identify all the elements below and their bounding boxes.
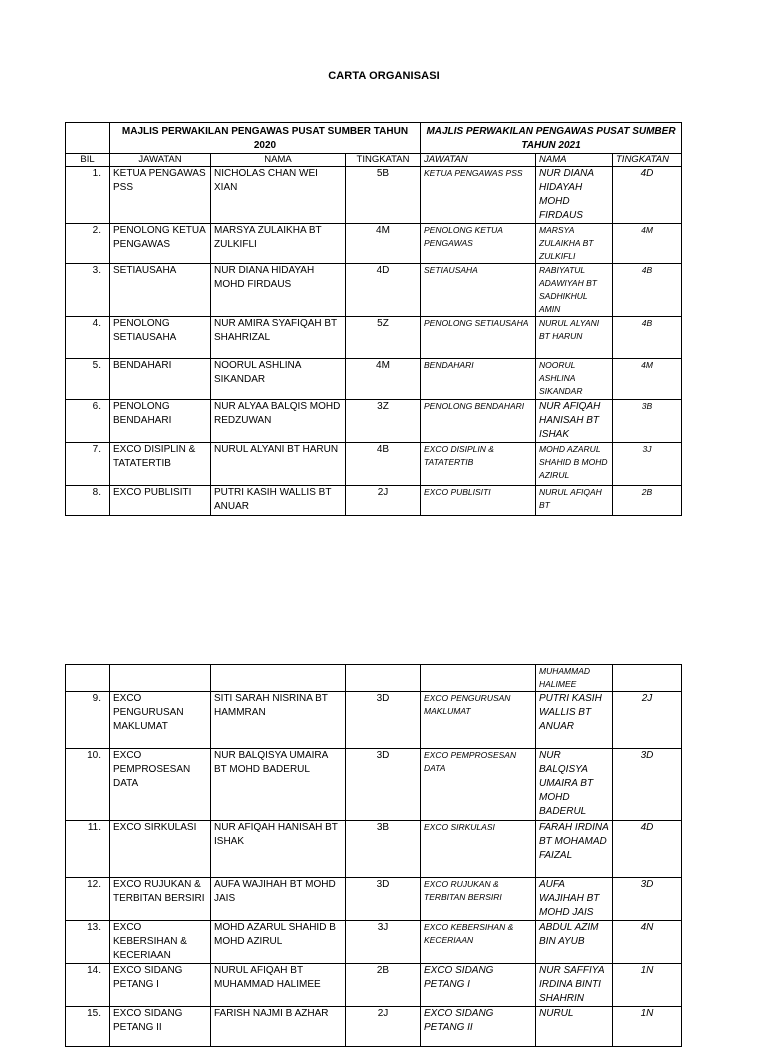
jawatan-2020-cell: EXCO KEBERSIHAN & KECERIAAN [110, 921, 211, 964]
tingkatan-2021-cell: 1N [613, 1007, 682, 1047]
jawatan-2021-cell: EXCO KEBERSIHAN & KECERIAAN [421, 921, 536, 964]
nama-2021-cell: NUR SAFFIYA IRDINA BINTI SHAHRIN [536, 964, 613, 1007]
table-row [66, 443, 682, 486]
tingkatan-2021-cell: 3D [613, 749, 682, 821]
nama-2021-cell: NOORUL ASHLINA SIKANDAR [536, 359, 613, 400]
table-row [66, 317, 682, 359]
jawatan-2021-cell: PENOLONG BENDAHARI [421, 400, 536, 443]
table-row [66, 921, 682, 964]
tingkatan-2021-cell: 3B [613, 400, 682, 443]
nama-2020-cell: NOORUL ASHLINA SIKANDAR [211, 359, 346, 400]
table-row [66, 400, 682, 443]
empty-cell [66, 665, 110, 692]
tingkatan-2021-cell: 3J [613, 443, 682, 486]
nama-2020-cell: NUR ALYAA BALQIS MOHD REDZUWAN [211, 400, 346, 443]
table-row [66, 167, 682, 224]
jawatan-2021-cell: EXCO SIRKULASI [421, 821, 536, 878]
table-row [66, 878, 682, 921]
jawatan-2021-cell: EXCO DISIPLIN & TATATERTIB [421, 443, 536, 486]
jawatan-2021-cell: EXCO RUJUKAN & TERBITAN BERSIRI [421, 878, 536, 921]
title-row [66, 123, 682, 154]
bil-cell: 2. [66, 224, 110, 264]
nama-2020-cell: AUFA WAJIHAH BT MOHD JAIS [211, 878, 346, 921]
jawatan-2021-cell: SETIAUSAHA [421, 264, 536, 317]
bil-cell: 14. [66, 964, 110, 1007]
nama-2021-cell: MARSYA ZULAIKHA BT ZULKIFLI [536, 224, 613, 264]
table-row [66, 749, 682, 821]
jawatan-2020-cell: EXCO RUJUKAN & TERBITAN BERSIRI [110, 878, 211, 921]
bil-cell: 1. [66, 167, 110, 224]
jawatan-2020-cell: EXCO PUBLISITI [110, 486, 211, 516]
nama-2020-cell: NICHOLAS CHAN WEI XIAN [211, 167, 346, 224]
tingkatan-2021-cell: 4N [613, 921, 682, 964]
tingkatan-2020-cell: 3D [346, 692, 421, 749]
bil-cell: 11. [66, 821, 110, 878]
col-jawatan-2021: JAWATAN [421, 154, 536, 167]
bil-cell: 8. [66, 486, 110, 516]
table-row [66, 359, 682, 400]
tingkatan-2020-cell: 2B [346, 964, 421, 1007]
nama-2020-cell: MARSYA ZULAIKHA BT ZULKIFLI [211, 224, 346, 264]
jawatan-2020-cell: EXCO SIDANG PETANG II [110, 1007, 211, 1047]
tingkatan-2020-cell: 3Z [346, 400, 421, 443]
col-nama-2020: NAMA [211, 154, 346, 167]
jawatan-2021-cell: EXCO PEMPROSESAN DATA [421, 749, 536, 821]
tingkatan-2020-cell: 2J [346, 1007, 421, 1047]
bil-cell: 3. [66, 264, 110, 317]
nama-2020-cell: NUR AFIQAH HANISAH BT ISHAK [211, 821, 346, 878]
nama-2020-cell: NURUL AFIQAH BT MUHAMMAD HALIMEE [211, 964, 346, 1007]
col-nama-2021: NAMA [536, 154, 613, 167]
bil-cell: 10. [66, 749, 110, 821]
nama-2021-cell: NUR AFIQAH HANISAH BT ISHAK [536, 400, 613, 443]
nama-2020-cell: NURUL ALYANI BT HARUN [211, 443, 346, 486]
nama-2021-cell: AUFA WAJIHAH BT MOHD JAIS [536, 878, 613, 921]
jawatan-2021-cell: PENOLONG KETUA PENGAWAS [421, 224, 536, 264]
jawatan-2020-cell: PENOLONG BENDAHARI [110, 400, 211, 443]
jawatan-2021-cell: EXCO PENGURUSAN MAKLUMAT [421, 692, 536, 749]
tingkatan-2020-cell: 5Z [346, 317, 421, 359]
jawatan-2020-cell: KETUA PENGAWAS PSS [110, 167, 211, 224]
jawatan-2021-cell: EXCO SIDANG PETANG II [421, 1007, 536, 1047]
tingkatan-2020-cell: 5B [346, 167, 421, 224]
tingkatan-2020-cell: 4M [346, 224, 421, 264]
tingkatan-2021-cell: 3D [613, 878, 682, 921]
col-tingkatan-2020: TINGKATAN [346, 154, 421, 167]
empty-cell [110, 665, 211, 692]
tingkatan-2020-cell: 3D [346, 878, 421, 921]
table-row [66, 964, 682, 1007]
jawatan-2020-cell: EXCO PEMPROSESAN DATA [110, 749, 211, 821]
tingkatan-2021-cell: 4B [613, 317, 682, 359]
table-row [66, 264, 682, 317]
tingkatan-2020-cell: 3J [346, 921, 421, 964]
jawatan-2020-cell: EXCO DISIPLIN & TATATERTIB [110, 443, 211, 486]
nama-2020-cell: FARISH NAJMI B AZHAR [211, 1007, 346, 1047]
nama-2021-cell: PUTRI KASIH WALLIS BT ANUAR [536, 692, 613, 749]
jawatan-2020-cell: SETIAUSAHA [110, 264, 211, 317]
nama-2021-cell: NUR BALQISYA UMAIRA BT MOHD BADERUL [536, 749, 613, 821]
jawatan-2020-cell: EXCO SIDANG PETANG I [110, 964, 211, 1007]
jawatan-2021-cell: BENDAHARI [421, 359, 536, 400]
jawatan-2020-cell: PENOLONG KETUA PENGAWAS [110, 224, 211, 264]
empty-cell [211, 665, 346, 692]
tingkatan-2021-cell: 4D [613, 167, 682, 224]
tingkatan-2021-cell: 4M [613, 224, 682, 264]
jawatan-2020-cell: PENOLONG SETIAUSAHA [110, 317, 211, 359]
bil-cell: 7. [66, 443, 110, 486]
nama-2020-cell: SITI SARAH NISRINA BT HAMMRAN [211, 692, 346, 749]
tingkatan-2020-cell: 3B [346, 821, 421, 878]
bil-cell: 5. [66, 359, 110, 400]
jawatan-2021-cell: KETUA PENGAWAS PSS [421, 167, 536, 224]
jawatan-2021-cell: EXCO PUBLISITI [421, 486, 536, 516]
tingkatan-2021-cell: 4M [613, 359, 682, 400]
nama-2020-cell: NUR DIANA HIDAYAH MOHD FIRDAUS [211, 264, 346, 317]
tingkatan-2020-cell: 4D [346, 264, 421, 317]
nama-2021-cell: NURUL AFIQAH BT [536, 486, 613, 516]
jawatan-2020-cell: BENDAHARI [110, 359, 211, 400]
continuation-row [66, 665, 682, 692]
jawatan-2021-cell: EXCO SIDANG PETANG I [421, 964, 536, 1007]
tingkatan-2021-cell: 2B [613, 486, 682, 516]
header-2020: MAJLIS PERWAKILAN PENGAWAS PUSAT SUMBER TAHUN 2020 [110, 123, 421, 154]
tingkatan-2020-cell: 2J [346, 486, 421, 516]
col-tingkatan-2021: TINGKATAN [613, 154, 682, 167]
nama-2020-cell: NUR AMIRA SYAFIQAH BT SHAHRIZAL [211, 317, 346, 359]
nama-2020-cell: PUTRI KASIH WALLIS BT ANUAR [211, 486, 346, 516]
page-title: CARTA ORGANISASI [328, 70, 440, 82]
table-row [66, 692, 682, 749]
header-2021: MAJLIS PERWAKILAN PENGAWAS PUSAT SUMBER TAHUN 2021 [421, 123, 682, 154]
empty-cell [613, 665, 682, 692]
tingkatan-2020-cell: 4M [346, 359, 421, 400]
bil-cell: 9. [66, 692, 110, 749]
nama-2021-cell: FARAH IRDINA BT MOHAMAD FAIZAL [536, 821, 613, 878]
tingkatan-2021-cell: 1N [613, 964, 682, 1007]
bil-cell: 6. [66, 400, 110, 443]
table-row [66, 224, 682, 264]
nama-2021-cell: NURUL [536, 1007, 613, 1047]
tingkatan-2020-cell: 4B [346, 443, 421, 486]
table-row [66, 486, 682, 516]
nama-2021-cell: MOHD AZARUL SHAHID B MOHD AZIRUL [536, 443, 613, 486]
empty-cell [421, 665, 536, 692]
empty-cell [66, 123, 110, 154]
tingkatan-2020-cell: 3D [346, 749, 421, 821]
table-row [66, 1007, 682, 1047]
bil-cell: 12. [66, 878, 110, 921]
tingkatan-2021-cell: 4B [613, 264, 682, 317]
org-table-part-2 [65, 664, 682, 1047]
col-jawatan-2020: JAWATAN [110, 154, 211, 167]
table-row [66, 821, 682, 878]
empty-cell [346, 665, 421, 692]
nama-2020-cell: NUR BALQISYA UMAIRA BT MOHD BADERUL [211, 749, 346, 821]
jawatan-2020-cell: EXCO SIRKULASI [110, 821, 211, 878]
org-table-part-1 [65, 122, 682, 516]
bil-cell: 15. [66, 1007, 110, 1047]
bil-cell: 4. [66, 317, 110, 359]
column-header-row [66, 154, 682, 167]
jawatan-2020-cell: EXCO PENGURUSAN MAKLUMAT [110, 692, 211, 749]
bil-cell: 13. [66, 921, 110, 964]
nama-2020-cell: MOHD AZARUL SHAHID B MOHD AZIRUL [211, 921, 346, 964]
tingkatan-2021-cell: 4D [613, 821, 682, 878]
nama-2021-cell: RABIYATUL ADAWIYAH BT SADHIKHUL AMIN [536, 264, 613, 317]
nama-2021-cell: MUHAMMAD HALIMEE [536, 665, 613, 692]
nama-2021-cell: ABDUL AZIM BIN AYUB [536, 921, 613, 964]
col-bil: BIL [66, 154, 110, 167]
nama-2021-cell: NURUL ALYANI BT HARUN [536, 317, 613, 359]
jawatan-2021-cell: PENOLONG SETIAUSAHA [421, 317, 536, 359]
tingkatan-2021-cell: 2J [613, 692, 682, 749]
nama-2021-cell: NUR DIANA HIDAYAH MOHD FIRDAUS [536, 167, 613, 224]
